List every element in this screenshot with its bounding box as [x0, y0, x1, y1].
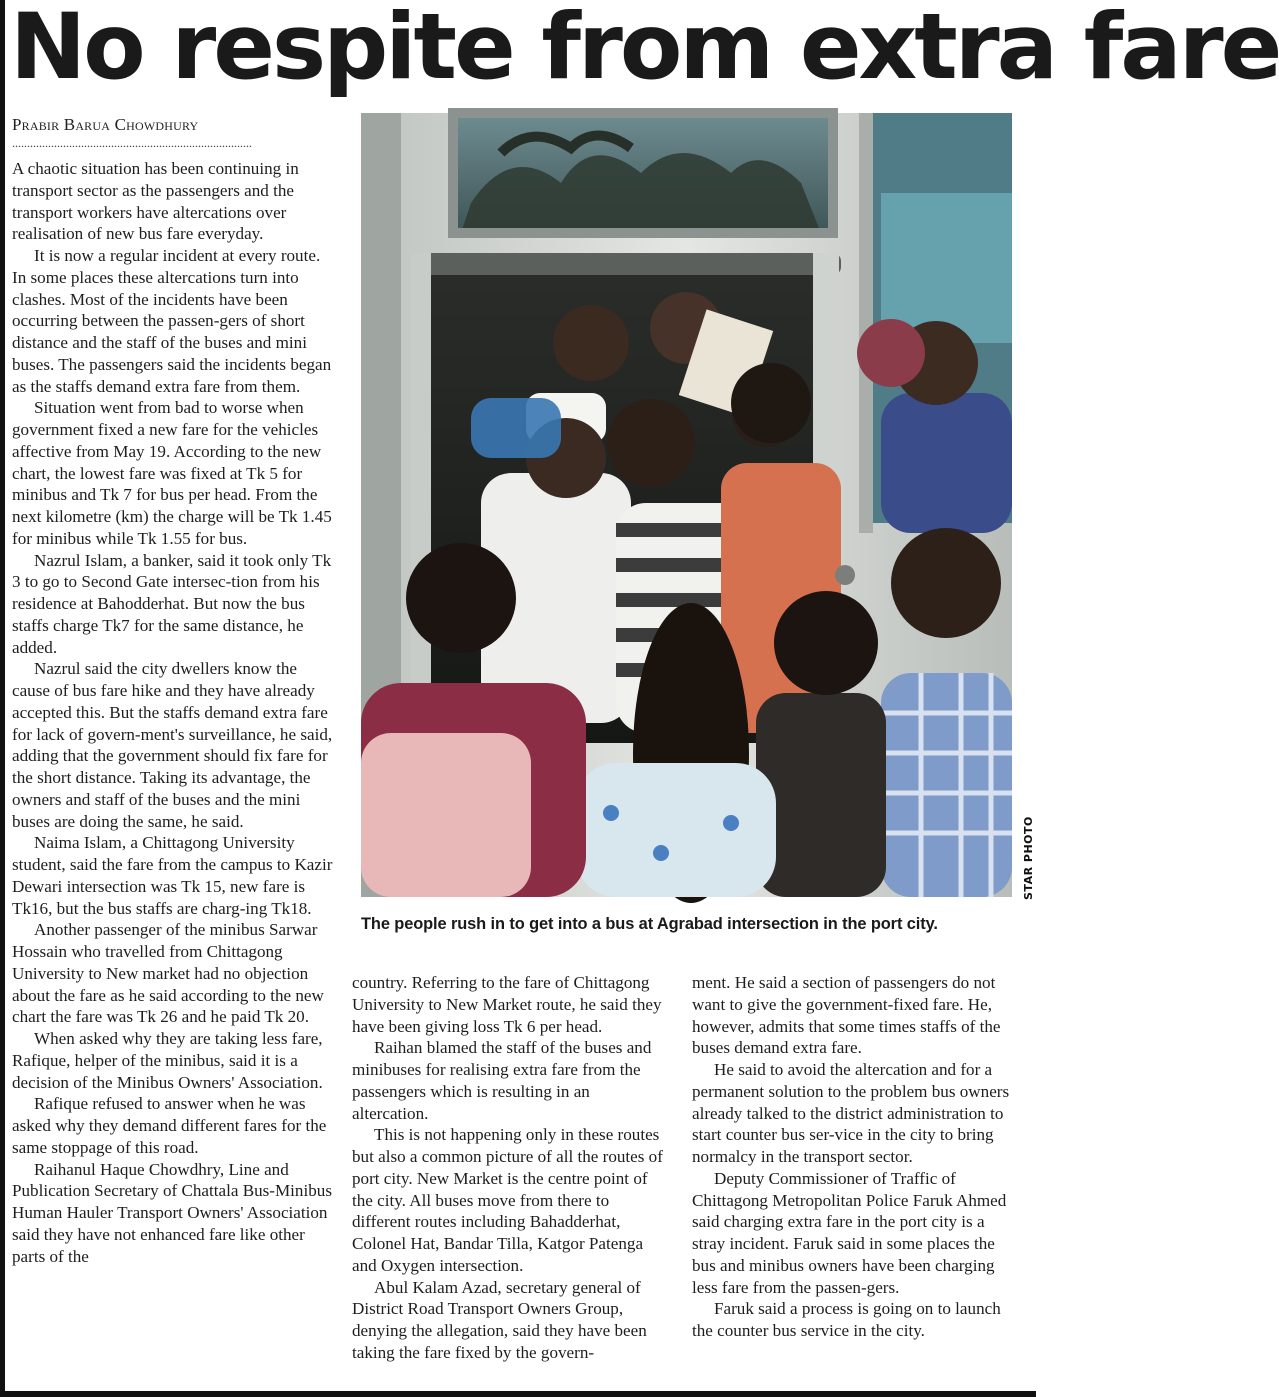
photo-caption: The people rush in to get into a bus at Agrabad intersection in the port city. [361, 915, 938, 933]
page-border-left [0, 0, 5, 1397]
byline-separator: ................................................................................ [12, 136, 252, 150]
headline: No respite from extra fare [10, 0, 1279, 100]
paragraph: When asked why they are taking less fare, Rafique, helper of the minibus, said it is a decision of the Minibus Owners' Association. [12, 1029, 323, 1092]
byline: Prabir Barua Chowdhury [12, 115, 199, 134]
paragraph: Deputy Commissioner of Traffic of Chittagong Metropolitan Police Faruk Ahmed said charging extra fare in the port city is a stray incident. Faruk said in some places the bus and minibus owners have been charging less fare from the passen-gers. [692, 1168, 1007, 1297]
paragraph: Raihan blamed the staff of the buses and minibuses for realising extra fare from the passengers which is resulting in an altercation. [352, 1038, 652, 1123]
paragraph-continuation: country. Referring to the fare of Chittagong University to New Market route, he said they have been giving loss Tk 6 per head. [352, 973, 662, 1036]
article-column-2 [352, 972, 670, 1393]
paragraph: A chaotic situation has been continuing in transport sector as the passengers and the transport workers have altercations over realisation of new bus fare everyday. [12, 159, 299, 244]
paragraph: Another passenger of the minibus Sarwar Hossain who travelled from Chittagong University to New market had no objection about the fare as he said according to the new chart the fare was Tk 26 and he paid Tk 20. [12, 920, 324, 1027]
paragraph: Rafique refused to answer when he was asked why they demand different fares for the same stoppage of this road. [12, 1094, 327, 1157]
paragraph: Naima Islam, a Chittagong University student, said the fare from the campus to Kazir Dewari intersection was Tk 15, new fare is Tk16, but the bus staffs are charg-ing Tk18. [12, 833, 333, 918]
paragraph: Nazrul Islam, a banker, said it took only Tk 3 to go to Second Gate intersec-tion from his residence at Bahodderhat. But now the bus staffs charge Tk7 for the same distance, he added. [12, 550, 332, 657]
paragraph: Situation went from bad to worse when government fixed a new fare for the vehicles affective from May 19. According to the new chart, the lowest fare was fixed at Tk 5 for minibus and Tk 7 for bus per head. From the next kilometre (km) the charge will be Tk 1.45 for minibus while Tk 1.55 for bus. [12, 398, 332, 548]
paragraph: It is now a regular incident at every route. In some places these altercations turn into clashes. Most of the incidents have been occurring between the passen-gers of short distance and the staff of the buses and mini buses. The passengers said the incidents began as the staffs demand extra fare from them. [12, 246, 332, 396]
paragraph: This is not happening only in these routes but also a common picture of all the routes of port city. New Market is the centre point of the city. All buses move from there to different routes including Bahadderhat, Colonel Hat, Bandar Tilla, Katgor Patenga and Oxygen intersection. [352, 1125, 663, 1275]
paragraph: He said to avoid the altercation and for a permanent solution to the problem bus owners already talked to the district administration to start counter bus ser-vice in the city to bring normalcy in the transport sector. [692, 1060, 1010, 1166]
paragraph: Raihanul Haque Chowdhry, Line and Publication Secretary of Chattala Bus-Minibus Human Hauler Transport Owners' Association said they have not enhanced fare like other parts of the [12, 1159, 332, 1266]
article-column-3 [692, 972, 1022, 1393]
news-photo [361, 113, 1012, 897]
page-border-bottom [0, 1391, 1036, 1397]
crowd-boarding-bus-illustration [361, 113, 1012, 897]
paragraph: Nazrul said the city dwellers know the cause of bus fare hike and they have already accepted this. But the staffs demand extra fare for lack of govern-ment's surveillance, he said, adding that the government should fix fare for the short distance. Taking its advantage, the owners and staff of the buses and the mini buses are doing the same, he said. [12, 659, 333, 831]
paragraph: Faruk said a process is going on to launch the counter bus service in the city. [692, 1299, 1001, 1340]
article-column-1 [12, 158, 334, 1393]
paragraph-continuation: ment. He said a section of passengers do not want to give the government-fixed fare. He, however, admits that some times staffs of the buses demand extra fare. [692, 973, 1001, 1058]
paragraph: Abul Kalam Azad, secretary general of District Road Transport Owners Group, denying the allegation, said they have been taking the fare fixed by the govern- [352, 1277, 647, 1362]
